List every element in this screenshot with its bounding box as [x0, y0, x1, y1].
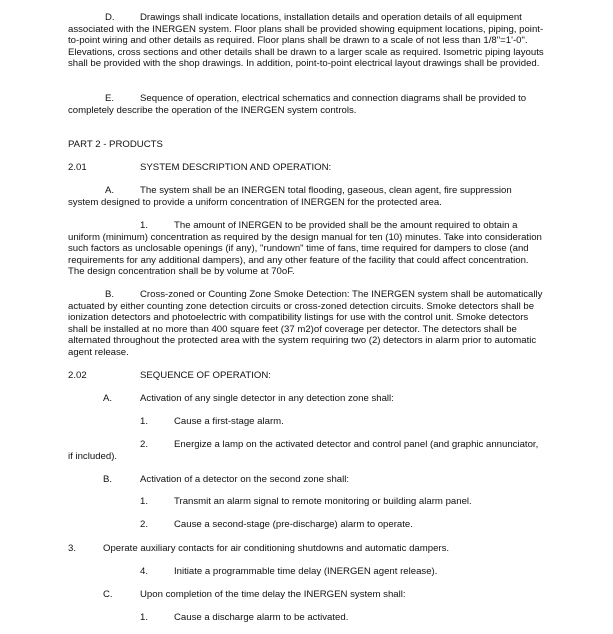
- section-number: 2.01: [68, 162, 87, 173]
- paragraph-label: 3.: [68, 543, 77, 554]
- paragraph-label: A.: [105, 185, 115, 196]
- paragraph-label: 4.: [140, 566, 149, 577]
- paragraph-label: C.: [103, 589, 113, 600]
- paragraph-label: 1.: [140, 220, 149, 231]
- sequence-item-b: [68, 474, 544, 486]
- paragraph-text: The system shall be an INERGEN total flooding, gaseous, clean agent, fire suppression system designed to provide a uniform concentration of INERGEN for the protected area.: [68, 185, 512, 208]
- paragraph-d: [68, 12, 544, 70]
- paragraph-text: Transmit an alarm signal to remote monitoring or building alarm panel.: [174, 496, 472, 507]
- paragraph-text: Cause a second-stage (pre-discharge) alarm to operate.: [174, 519, 413, 530]
- paragraph-label: 1.: [140, 416, 149, 427]
- sequence-item-c-1: [68, 612, 544, 624]
- sequence-item-a: [68, 393, 544, 405]
- sequence-item-4: [68, 566, 544, 578]
- paragraph-text: Initiate a programmable time delay (INERGEN agent release).: [174, 566, 438, 577]
- paragraph-label: A.: [103, 393, 113, 404]
- paragraph-text: The amount of INERGEN to be provided shall be the amount required to obtain a uniform (minimum) concentration as required by the design manual for ten (10) minutes. Take into consideration such factors as unclosable openings (if any), "rundown" time of fans, time required for dampers to close (and requirements for any additional dampers), and any other feature of the facility that could affect concentration. The design concentration shall be by volume at 70oF.: [68, 220, 542, 278]
- paragraph-text: Sequence of operation, electrical schematics and connection diagrams shall be provided to completely describe the operation of the INERGEN system controls.: [68, 93, 527, 116]
- paragraph-label: 2.: [140, 439, 149, 450]
- section-title: SEQUENCE OF OPERATION:: [140, 370, 271, 381]
- paragraph-text: Activation of any single detector in any detection zone shall:: [140, 393, 394, 404]
- section-title: SYSTEM DESCRIPTION AND OPERATION:: [140, 162, 332, 173]
- sequence-item-3: [68, 543, 544, 555]
- sequence-item-a-2: [68, 439, 544, 462]
- paragraph-text: Cause a first-stage alarm.: [174, 416, 284, 427]
- paragraph-label: B.: [103, 474, 113, 485]
- paragraph-2-01-a: [68, 185, 544, 208]
- paragraph-label: 1.: [140, 496, 149, 507]
- paragraph-label: 2.: [140, 519, 149, 530]
- paragraph-text: Cause a discharge alarm to be activated.: [174, 612, 349, 623]
- paragraph-label: 1.: [140, 612, 149, 623]
- sequence-item-c: [68, 589, 544, 601]
- paragraph-text: Drawings shall indicate locations, installation details and operation details of all equipment associated with the INERGEN system. Floor plans shall be provided showing equipment locations, piping, point-to-point wiring and other details as required. Floor plans shall be drawn to a scale of not less than 1/8"=1'-0". Elevations, cross sections and other details shall be drawn to a larger scale as required. Isometric piping layouts shall be provided with the shop drawings. In addition, point-to-point electrical layout drawings shall be provided.: [68, 12, 544, 70]
- sequence-item-b-1: [68, 496, 544, 508]
- paragraph-text: Operate auxiliary contacts for air conditioning shutdowns and automatic dampers.: [103, 543, 450, 554]
- section-heading: [68, 370, 544, 382]
- paragraph-text: Energize a lamp on the activated detector and control panel (and graphic annunciator, if included).: [68, 439, 539, 462]
- sequence-item-a-1: [68, 416, 544, 428]
- part-heading: PART 2 - PRODUCTS: [68, 139, 163, 150]
- section-heading: [68, 162, 544, 174]
- paragraph-text: Upon completion of the time delay the INERGEN system shall:: [140, 589, 406, 600]
- paragraph-label: D.: [105, 12, 115, 23]
- paragraph-text: Activation of a detector on the second zone shall:: [140, 474, 350, 485]
- paragraph-2-01-a-1: [68, 220, 544, 278]
- sequence-item-b-2: [68, 519, 544, 531]
- paragraph-label: B.: [105, 289, 115, 300]
- paragraph-2-01-b: [68, 289, 544, 359]
- paragraph-label: E.: [105, 93, 115, 104]
- section-number: 2.02: [68, 370, 87, 381]
- paragraph-e: [68, 93, 544, 116]
- paragraph-text: Cross-zoned or Counting Zone Smoke Detection: The INERGEN system shall be automatically actuated by either counting zone detection circuits or cross-zoned detection circuits. Smoke detectors shall be ionization detectors and photoelectric with compatibility listings for use with the control unit. Smoke detectors shall be installed at no more than 400 square feet (37 m2)of coverage per detector. The detectors shall be alternated throughout the protected area with the system requiring two (2) detectors in alarm prior to automatic agent release.: [68, 289, 543, 358]
